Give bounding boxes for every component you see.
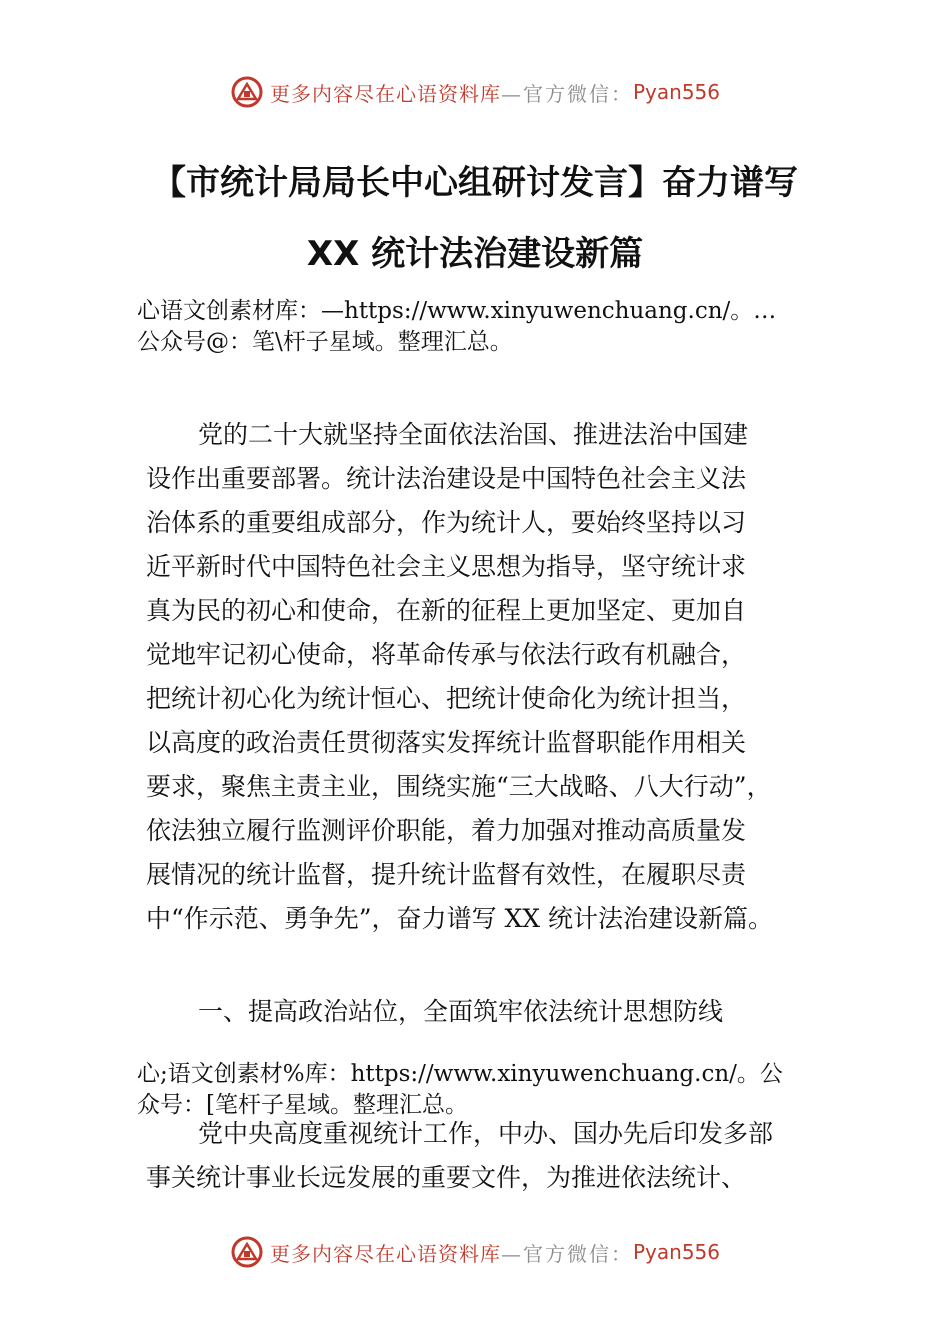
paragraph-line: 以高度的政治责任贯彻落实发挥统计监督职能作用相关 <box>146 728 747 757</box>
paragraph-line: 要求，聚焦主责主业，围绕实施“三大战略、八大行动”， <box>146 772 772 801</box>
paragraph-line: 党中央高度重视统计工作，中办、国办先后印发多部 <box>198 1119 774 1148</box>
document-title-line-1: 【市统计局局长中心组研讨发言】奋力谱写 <box>152 163 798 203</box>
header-banner <box>0 72 950 112</box>
seal-logo-icon <box>230 1235 264 1269</box>
paragraph-line: 把统计初心化为统计恒心、把统计使命化为统计担当， <box>146 684 747 713</box>
paragraph-line: 展情况的统计监督，提升统计监督有效性，在履职尽责 <box>146 860 747 889</box>
heading-text: 一、提高政治站位，全面筑牢依法统计思想防线 <box>198 997 724 1026</box>
paragraph-line: 觉地牢记初心使命，将革命传承与依法行政有机融合， <box>146 640 747 669</box>
banner-red-text: 更多内容尽在心语资料库 <box>269 81 501 106</box>
paragraph-2 <box>146 1112 811 1200</box>
banner-grey-text: —官方微信： <box>500 81 633 106</box>
source-note-2-line-2: 众号：[笔杆子星域。整理汇总。 <box>137 1092 468 1118</box>
paragraph-1 <box>146 413 811 941</box>
source-note-1-line-2: 公众号@：笔\杆子星域。整理汇总。 <box>137 329 513 355</box>
banner-wechat-id: Pyan556 <box>632 1240 720 1264</box>
footer-banner <box>0 1232 950 1272</box>
seal-logo-icon <box>230 75 264 109</box>
banner-wechat-id: Pyan556 <box>632 80 720 104</box>
source-note-1-line-1: 心语文创素材库：—https://www.xinyuwenchuang.cn/。… <box>137 298 777 324</box>
banner-red-text: 更多内容尽在心语资料库 <box>269 1241 501 1266</box>
paragraph-line: 中“作示范、勇争先”，奋力谱写 XX 统计法治建设新篇。 <box>146 904 774 933</box>
document-title-line-2: XX 统计法治建设新篇 <box>306 234 644 274</box>
paragraph-line: 真为民的初心和使命，在新的征程上更加坚定、更加自 <box>146 596 747 625</box>
paragraph-line: 事关统计事业长远发展的重要文件，为推进依法统计、 <box>146 1163 747 1192</box>
paragraph-line: 依法独立履行监测评价职能，着力加强对推动高质量发 <box>146 816 747 845</box>
paragraph-line: 设作出重要部署。统计法治建设是中国特色社会主义法 <box>146 464 747 493</box>
paragraph-line: 治体系的重要组成部分，作为统计人，要始终坚持以习 <box>146 508 747 537</box>
paragraph-line: 近平新时代中国特色社会主义思想为指导，坚守统计求 <box>146 552 747 581</box>
paragraph-line: 党的二十大就坚持全面依法治国、推进法治中国建 <box>198 420 749 449</box>
banner-grey-text: —官方微信： <box>500 1241 633 1266</box>
source-note-2-line-1: 心;语文创素材%库：https://www.xinyuwenchuang.cn/。公 <box>137 1061 783 1087</box>
section-heading-1 <box>146 990 811 1034</box>
